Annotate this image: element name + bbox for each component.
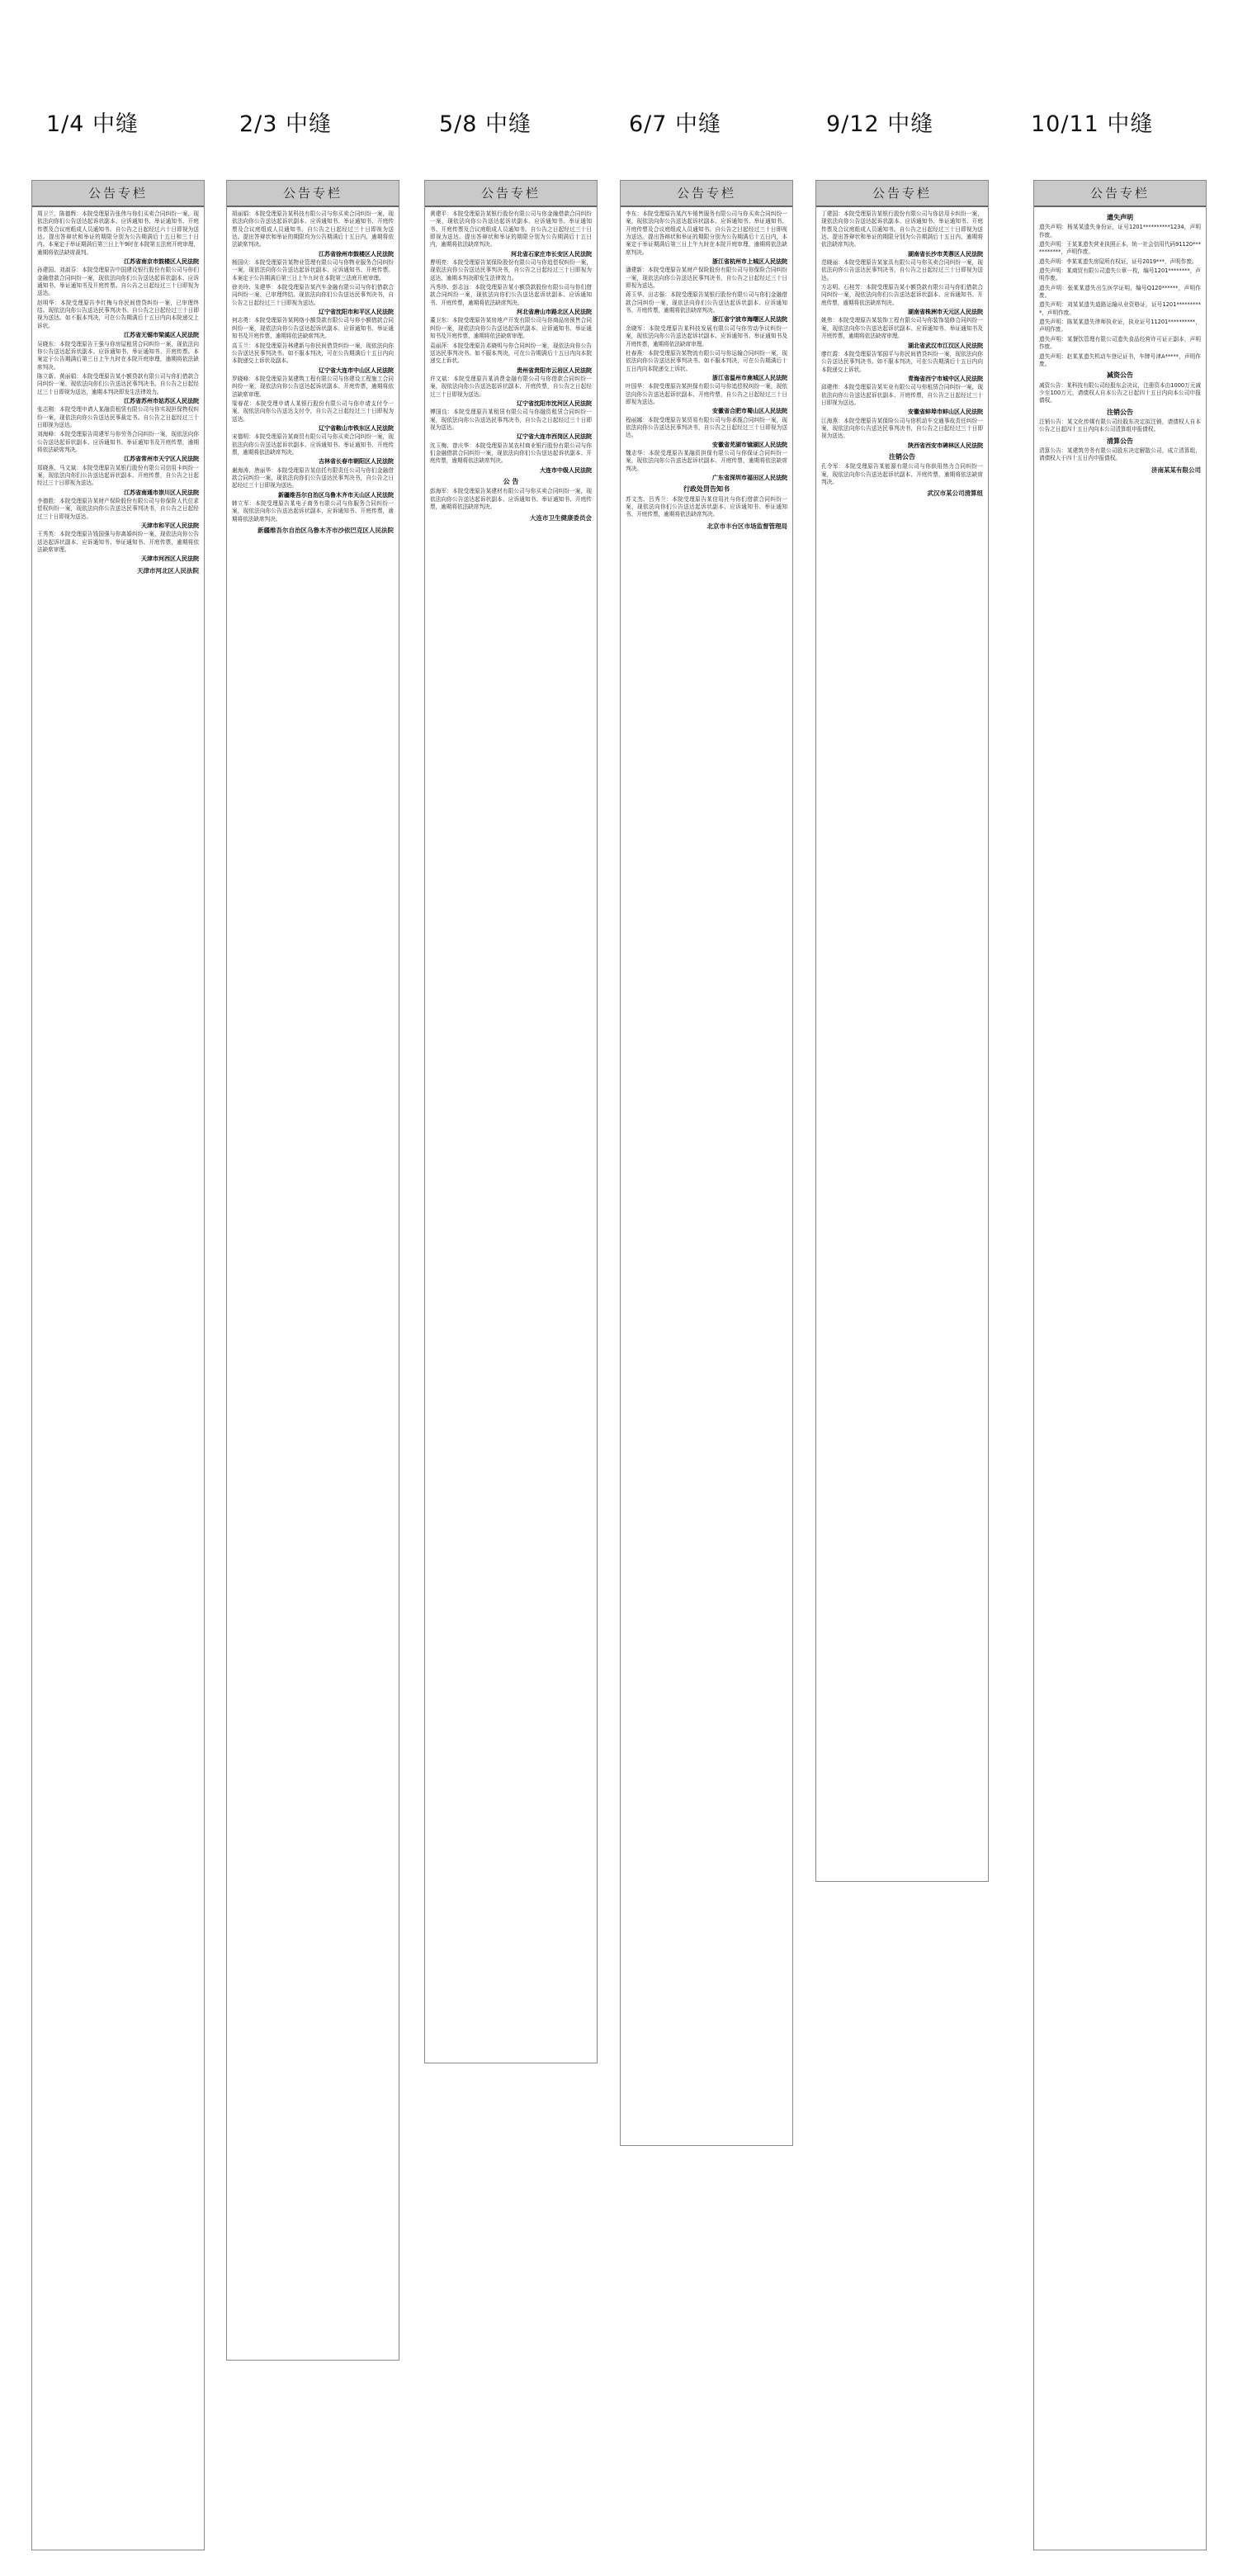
column-footer: 大连市卫生健康委员会	[530, 514, 592, 522]
court-name: 江苏省南通市崇川区人民法院	[124, 489, 199, 496]
notice-paragraph: 江海燕：本院受理原告某保险公司与你机动车交通事故责任纠纷一案，现依法向你公告送达民事判决书，自公告之日起经过三十日即视为送达。	[821, 417, 983, 440]
court-name: 湖南省株洲市天元区人民法院	[908, 309, 983, 316]
notice-paragraph: 遗失声明：杨某某遗失身份证，证号1201**********1234，声明作废。	[1039, 224, 1201, 239]
section-heading: 清算公告	[1107, 437, 1133, 445]
column-header-4: 6/7 中缝	[629, 111, 722, 137]
notice-paragraph: 潘建新：本院受理原告某财产保险股份有限公司与你保险合同纠纷一案，现依法向你公告送达民事判决书，自公告之日起经过三十日即视为送达。	[626, 267, 787, 290]
notice-paragraph: 梁春花：本院受理申请人某银行股份有限公司与你申请支付令一案，现依法向你公告送达支付令，自公告之日起经过三十日即视为送达。	[232, 399, 394, 423]
notice-paragraph: 吴晓东：本院受理原告王强与你房屋租赁合同纠纷一案，现依法向你公告送达起诉状副本、应诉通知书、举证通知书、开庭传票。本案定于公告期满后第三日上午九时在本院开庭审理，逾期将依法缺席判决。	[37, 340, 199, 371]
column-body	[621, 207, 792, 535]
notice-paragraph: 减资公告：某科技有限公司经股东会决议，注册资本由1000万元减少至100万元，请债权人自本公告之日起四十五日内向本公司申报债权。	[1039, 381, 1201, 404]
column-body	[32, 207, 204, 579]
column-body	[1034, 207, 1206, 479]
court-name: 天津市河西区人民法院	[141, 555, 199, 563]
notice-column-4	[620, 180, 793, 2146]
notice-paragraph: 韩立军：本院受理原告某电子商务有限公司与你服务合同纠纷一案，现依法向你公告送达起诉状副本、应诉通知书、开庭传票，逾期将依法缺席判决。	[232, 500, 394, 522]
column-title: 公告专栏	[425, 181, 597, 207]
court-name: 陕西省西安市碑林区人民法院	[908, 442, 983, 449]
court-name: 浙江省宁波市海曙区人民法院	[712, 316, 787, 324]
notice-paragraph: 遗失声明：王某某遗失营业执照正本，统一社会信用代码91120***********，声明作废。	[1039, 241, 1201, 256]
column-body	[816, 207, 988, 503]
notice-paragraph: 姚伟：本院受理原告某装饰工程有限公司与你装饰装修合同纠纷一案，现依法向你公告送达起诉状副本、应诉通知书、举证通知书及开庭传票，逾期将依法缺席审理。	[821, 317, 983, 340]
notice-paragraph: 李德胜：本院受理原告某财产保险股份有限公司与你保险人代位求偿权纠纷一案，现依法向你公告送达民事判决书，自公告之日起经过三十日即视为送达。	[37, 498, 199, 520]
notice-paragraph: 邱建伟：本院受理原告某实业有限公司与你租赁合同纠纷一案，现依法向你公告送达起诉状副本、开庭传票，自公告之日起经过三十日即视为送达。	[821, 384, 983, 406]
notice-column-1	[31, 180, 205, 2550]
notice-paragraph: 遗失声明：某餐饮管理有限公司遗失食品经营许可证正副本，声明作废。	[1039, 335, 1201, 351]
notice-paragraph: 袁丽萍：本院受理原告邓晓明与你合同纠纷一案，现依法向你公告送达民事判决书。如不服本判决，可在公告期满后十五日内向本院递交上诉状。	[430, 342, 592, 365]
court-name: 辽宁省鞍山市铁东区人民法院	[319, 424, 394, 432]
court-name: 湖南省长沙市芙蓉区人民法院	[908, 250, 983, 258]
notice-paragraph: 遗失声明：张某某遗失出生医学证明，编号Q120******，声明作废。	[1039, 284, 1201, 300]
court-name: 浙江省温州市鹿城区人民法院	[712, 374, 787, 381]
notice-paragraph: 刘海峰：本院受理原告周建军与你劳务合同纠纷一案，现依法向你公告送达起诉状副本、应诉通知书、举证通知书及开庭传票，逾期将依法缺席判决。	[37, 431, 199, 453]
notice-paragraph: 赵明华：本院受理原告李红梅与你民间借贷纠纷一案，已审理终结。现依法向你公告送达民事判决书。自公告之日起经过三十日即视为送达。如不服本判决，可在公告期满后十五日内向本院递交上诉状。	[37, 299, 199, 329]
court-name: 天津市和平区人民法院	[141, 522, 199, 530]
court-name: 浙江省杭州市上城区人民法院	[712, 258, 787, 266]
notice-paragraph: 许文斌：本院受理原告某消费金融有限公司与你借款合同纠纷一案，现依法向你公告送达起诉状副本、开庭传票，自公告之日起经过三十日即视为送达。	[430, 375, 592, 398]
notice-paragraph: 注销公告：某文化传媒有限公司经股东决定拟注销，请债权人自本公告之日起四十五日内向本公司清算组申报债权。	[1039, 418, 1201, 433]
notice-paragraph: 孔令军：本院受理原告某能源有限公司与你供用热力合同纠纷一案，现依法向你公告送达起诉状副本、开庭传票，逾期将依法缺席判决。	[821, 463, 983, 485]
notice-paragraph: 宋德明：本院受理原告某商贸有限公司与你买卖合同纠纷一案，现依法向你公告送达起诉状副本、应诉通知书、举证通知书、开庭传票，逾期将依法缺席判决。	[232, 433, 394, 456]
column-header-3: 5/8 中缝	[439, 111, 532, 137]
notice-paragraph: 范晓丽：本院受理原告某家具有限公司与你买卖合同纠纷一案，现依法向你公告送达民事判决书，自公告之日起经过三十日即视为送达。	[821, 259, 983, 281]
notice-column-5	[815, 180, 989, 1882]
notice-paragraph: 丁建国：本院受理原告某银行股份有限公司与你信用卡纠纷一案，现依法向你公告送达起诉状副本、应诉通知书、举证通知书、开庭传票及合议庭组成人员通知书。自公告之日起经过三十日即视为送达。提出答辩状和举证的期限分别为公告期满后十五日内，逾期将依法缺席判决。	[821, 210, 983, 248]
notice-paragraph: 遗失声明：陈某某遗失律师执业证，执业证号11201**********，声明作废。	[1039, 319, 1201, 333]
notice-paragraph: 遗失声明：刘某某遗失道路运输从业资格证，证号1201**********，声明作废。	[1039, 301, 1201, 316]
notice-paragraph: 罗晓峰：本院受理原告某建筑工程有限公司与你建设工程施工合同纠纷一案，现依法向你公告送达起诉状副本、开庭传票，逾期将依法缺席审理。	[232, 375, 394, 398]
court-name: 安徽省合肥市蜀山区人民法院	[712, 408, 787, 415]
column-header-5: 9/12 中缝	[826, 111, 934, 137]
notice-paragraph: 清算公告：某建筑劳务有限公司股东决定解散公司，成立清算组，请债权人于四十五日内申报债权。	[1039, 447, 1201, 462]
court-name: 吉林省长春市朝阳区人民法院	[319, 458, 394, 466]
court-name: 河北省唐山市路北区人民法院	[517, 309, 592, 316]
notice-paragraph: 遗失声明：李某某遗失房屋所有权证，证号2019***，声明作废。	[1039, 258, 1198, 265]
section-heading: 减资公告	[1107, 371, 1133, 380]
column-header-2: 2/3 中缝	[239, 111, 333, 137]
notice-paragraph: 徐美玲、朱建华：本院受理原告某汽车金融有限公司与你们借款合同纠纷一案，已审理终结。现依法向你们公告送达民事判决书，自公告之日起经过三十日即视为送达。	[232, 284, 394, 306]
court-name: 青海省西宁市城中区人民法院	[908, 375, 983, 382]
court-name: 广东省深圳市福田区人民法院	[712, 475, 787, 481]
column-body	[425, 207, 597, 527]
notice-paragraph: 杜春燕：本院受理原告某物流有限公司与你运输合同纠纷一案，现依法向你公告送达民事判决书。如不服本判决，可在公告期满后十五日内向本院递交上诉状。	[626, 349, 787, 372]
notice-paragraph: 胡丽娟：本院受理原告某科技有限公司与你买卖合同纠纷一案，现依法向你公告送达起诉状副本、应诉通知书、举证通知书、开庭传票及合议庭组成人员通知书。自公告之日起经过三十日即视为送达。提出答辩状和举证的期限均为公告期满后十五日内，逾期将依法缺席判决。	[232, 210, 394, 248]
notice-paragraph: 余晓军：本院受理原告某科技发展有限公司与你劳动争议纠纷一案，现依法向你公告送达起诉状副本、应诉通知书、举证通知书及开庭传票，逾期将依法缺席审理。	[626, 324, 787, 347]
column-title: 公告专栏	[1034, 181, 1206, 207]
notice-paragraph: 叶国华：本院受理原告某担保有限公司与你追偿权纠纷一案，现依法向你公告送达起诉状副本、开庭传票，自公告之日起经过三十日即视为送达。	[626, 383, 787, 405]
court-name: 大连市中级人民法院	[540, 466, 592, 474]
column-title: 公告专栏	[32, 181, 204, 207]
notice-paragraph: 遗失声明：赵某某遗失机动车登记证书，车牌号津A*****，声明作废。	[1039, 352, 1201, 367]
notice-paragraph: 廖红霞：本院受理原告邹国平与你民间借贷纠纷一案，现依法向你公告送达民事判决书。如不服本判决，可在公告期满后十五日内向本院递交上诉状。	[821, 350, 983, 373]
notice-paragraph: 何志勇：本院受理原告某网络小额贷款有限公司与你小额借款合同纠纷一案，现依法向你公告送达起诉状副本、应诉通知书、举证通知书及开庭传票，逾期将依法缺席判决。	[232, 317, 394, 340]
section-heading: 行政处罚告知书	[683, 485, 730, 494]
notice-paragraph: 遗失声明：某商贸有限公司遗失公章一枚，编号1201********，声明作废。	[1039, 267, 1201, 282]
column-title: 公告专栏	[227, 181, 399, 207]
notice-paragraph: 黄建平：本院受理原告某银行股份有限公司与你金融借款合同纠纷一案，现依法向你公告送达起诉状副本、应诉通知书、举证通知书、开庭传票及合议庭组成人员通知书。自公告之日起经过三十日即视为送达。提出答辩状和举证的期限分别为公告期满后十五日内，逾期将依法缺席判决。	[430, 210, 592, 248]
notice-paragraph: 冯秀珍、彭志远：本院受理原告某小额贷款股份有限公司与你们借款合同纠纷一案，现依法向你们公告送达起诉状副本、应诉通知书、开庭传票，逾期将依法缺席判决。	[430, 284, 592, 306]
notice-paragraph: 魏志华：本院受理原告某融资担保有限公司与你保证合同纠纷一案，现依法向你公告送达起诉状副本、开庭传票，逾期将依法缺席判决。	[626, 449, 787, 472]
column-footer: 武汉市某公司清算组	[927, 489, 983, 498]
court-name: 河北省石家庄市长安区人民法院	[511, 250, 592, 258]
court-name: 贵州省贵阳市云岩区人民法院	[517, 366, 592, 374]
column-header-1: 1/4 中缝	[46, 111, 139, 137]
notice-column-6	[1033, 180, 1207, 2550]
court-name: 辽宁省大连市中山区人民法院	[319, 366, 394, 374]
notice-column-3	[424, 180, 598, 2063]
court-name: 辽宁省沈阳市沈河区人民法院	[517, 399, 592, 407]
court-name: 江苏省徐州市鼓楼区人民法院	[319, 250, 394, 258]
court-name: 安徽省蚌埠市蚌山区人民法院	[908, 409, 983, 416]
column-title: 公告专栏	[816, 181, 988, 207]
column-footer: 北京市丰台区市场监督管理局	[706, 522, 787, 530]
notice-paragraph: 曹明亮：本院受理原告某保险股份有限公司与你追偿权纠纷一案，现依法向你公告送达民事判决书，自公告之日起经过三十日即视为送达，逾期本判决即发生法律效力。	[430, 259, 592, 281]
column-footer: 济南某某有限公司	[1151, 466, 1201, 474]
notice-paragraph: 傅国良：本院受理原告某租赁有限公司与你融资租赁合同纠纷一案，现依法向你公告送达民事判决书，自公告之日起经过三十日即视为送达。	[430, 409, 592, 431]
section-heading: 注销公告	[889, 452, 915, 461]
column-footer: 天津市河北区人民法院	[137, 566, 199, 574]
notice-paragraph: 郑晓燕、马文斌：本院受理原告某银行股份有限公司信用卡纠纷一案，现依法向你们公告送达起诉状副本、开庭传票，自公告之日起经过三十日即视为送达。	[37, 464, 199, 487]
section-heading: 遗失声明	[1107, 214, 1133, 221]
notice-paragraph: 方志明、石桂芳：本院受理原告某小额贷款有限公司与你们借款合同纠纷一案，现依法向你们公告送达起诉状副本、应诉通知书、开庭传票，逾期将依法缺席判决。	[821, 284, 983, 306]
court-name: 辽宁省沈阳市和平区人民法院	[319, 309, 394, 316]
notice-paragraph: 陈立新、黄丽娟：本院受理原告某小额贷款有限公司与你们借款合同纠纷一案，现依法向你们公告送达民事判决书。自公告之日起经过三十日即视为送达，逾期本判决即发生法律效力。	[37, 372, 199, 395]
notice-column-2	[226, 180, 399, 2361]
notice-paragraph: 程丽娜：本院受理原告某贸易有限公司与你承揽合同纠纷一案，现依法向你公告送达民事判决书，自公告之日起经过三十日即视为送达。	[626, 416, 787, 439]
notice-paragraph: 蒋玉华、田志强：本院受理原告某银行股份有限公司与你们金融借款合同纠纷一案，现依法向你们公告送达起诉状副本、应诉通知书、开庭传票，逾期将依法缺席判决。	[626, 291, 787, 314]
notice-paragraph: 孙建国、刘淑芬：本院受理原告中国建设银行股份有限公司与你们金融借款合同纠纷一案，现依法向你们公告送达起诉状副本、应诉通知书、举证通知书及开庭传票。自公告之日起经过三十日即视为送达。	[37, 267, 199, 297]
notice-paragraph: 沈玉梅、曾庆华：本院受理原告某农村商业银行股份有限公司与你们金融借款合同纠纷一案，现依法向你们公告送达起诉状副本、开庭传票，逾期将依法缺席判决。	[430, 442, 592, 465]
section-heading: 公 告	[503, 478, 519, 485]
section-heading: 注销公告	[1107, 408, 1133, 416]
notice-paragraph: 董卫东：本院受理原告某房地产开发有限公司与你商品房预售合同纠纷一案，现依法向你公告送达起诉状副本、应诉通知书、举证通知书及开庭传票，逾期将依法缺席审理。	[430, 317, 592, 340]
court-name: 江苏省南京市鼓楼区人民法院	[124, 258, 199, 266]
column-title: 公告专栏	[621, 181, 792, 207]
court-name: 江苏省常州市天宁区人民法院	[124, 456, 199, 463]
column-body	[227, 207, 399, 539]
notice-paragraph: 高玉兰：本院受理原告林建新与你民间借贷纠纷一案，现依法向你公告送达民事判决书。如不服本判决，可在公告期满后十五日内向本院递交上诉状及副本。	[232, 342, 394, 365]
column-footer: 新疆维吾尔自治区乌鲁木齐市沙依巴克区人民法院	[258, 527, 394, 535]
notice-paragraph: 周卫兰、陈德辉：本院受理原告张伟与你们买卖合同纠纷一案，现依法向你们公告送达起诉状副本、应诉通知书、举证通知书、开庭传票及合议庭组成人员通知书。自公告之日起经过六十日即视为送达。提出答辩状和举证的期限分别为公告期满后十五日和三十日内。本案定于举证期满后第三日上午9时在本院第五法庭开庭审理，逾期将依法缺席裁判。	[37, 210, 199, 256]
court-name: 安徽省芜湖市镜湖区人民法院	[712, 441, 787, 448]
notice-paragraph: 王秀英：本院受理原告钱国强与你离婚纠纷一案，现依法向你公告送达起诉状副本、应诉通知书、举证通知书、开庭传票，逾期将依法缺席审理。	[37, 531, 199, 554]
court-name: 江苏省苏州市姑苏区人民法院	[124, 397, 199, 404]
court-name: 辽宁省大连市西岗区人民法院	[517, 433, 592, 441]
notice-paragraph: 彭海军：本院受理原告某建材有限公司与你买卖合同纠纷一案，现依法向你公告送达起诉状副本、应诉通知书、举证通知书、开庭传票，逾期将依法缺席判决。	[430, 488, 592, 511]
court-name: 湖北省武汉市江汉区人民法院	[908, 342, 983, 349]
notice-paragraph: 杨国庆：本院受理原告某物业管理有限公司与你物业服务合同纠纷一案，现依法向你公告送达起诉状副本、应诉通知书、开庭传票。本案定于公告期满后第三日上午九时在本院第三法庭开庭审理。	[232, 259, 394, 281]
court-name: 新疆维吾尔自治区乌鲁木齐市天山区人民法院	[278, 491, 394, 499]
column-header-6: 10/11 中缝	[1031, 111, 1154, 137]
notice-paragraph: 苏文杰、吕秀兰：本院受理原告某信用社与你们借款合同纠纷一案，现依法向你们公告送达起诉状副本、应诉通知书、举证通知书、开庭传票，逾期将依法缺席判决。	[626, 495, 787, 518]
notice-paragraph: 谢海涛、唐丽华：本院受理原告某信托有限责任公司与你们金融借款合同纠纷一案，现依法向你们公告送达民事判决书，自公告之日起经过三十日即视为送达。	[232, 466, 394, 489]
notice-paragraph: 李东：本院受理原告某汽车销售服务有限公司与你买卖合同纠纷一案，现依法向你公告送达起诉状副本、应诉通知书、举证通知书、开庭传票及合议庭组成人员通知书。自公告之日起经过三十日即视为送达。提出答辩状和举证的期限分别为公告期满后十五日内，本案定于举证期满后第三日上午九时在本院开庭审理，逾期将依法缺席判决。	[626, 210, 787, 256]
notice-paragraph: 张志刚：本院受理申请人某融资租赁有限公司与你实现担保物权纠纷一案，现依法向你公告送达民事裁定书。自公告之日起经过三十日即视为送达。	[37, 406, 199, 428]
court-name: 江苏省无锡市梁溪区人民法院	[124, 332, 199, 339]
